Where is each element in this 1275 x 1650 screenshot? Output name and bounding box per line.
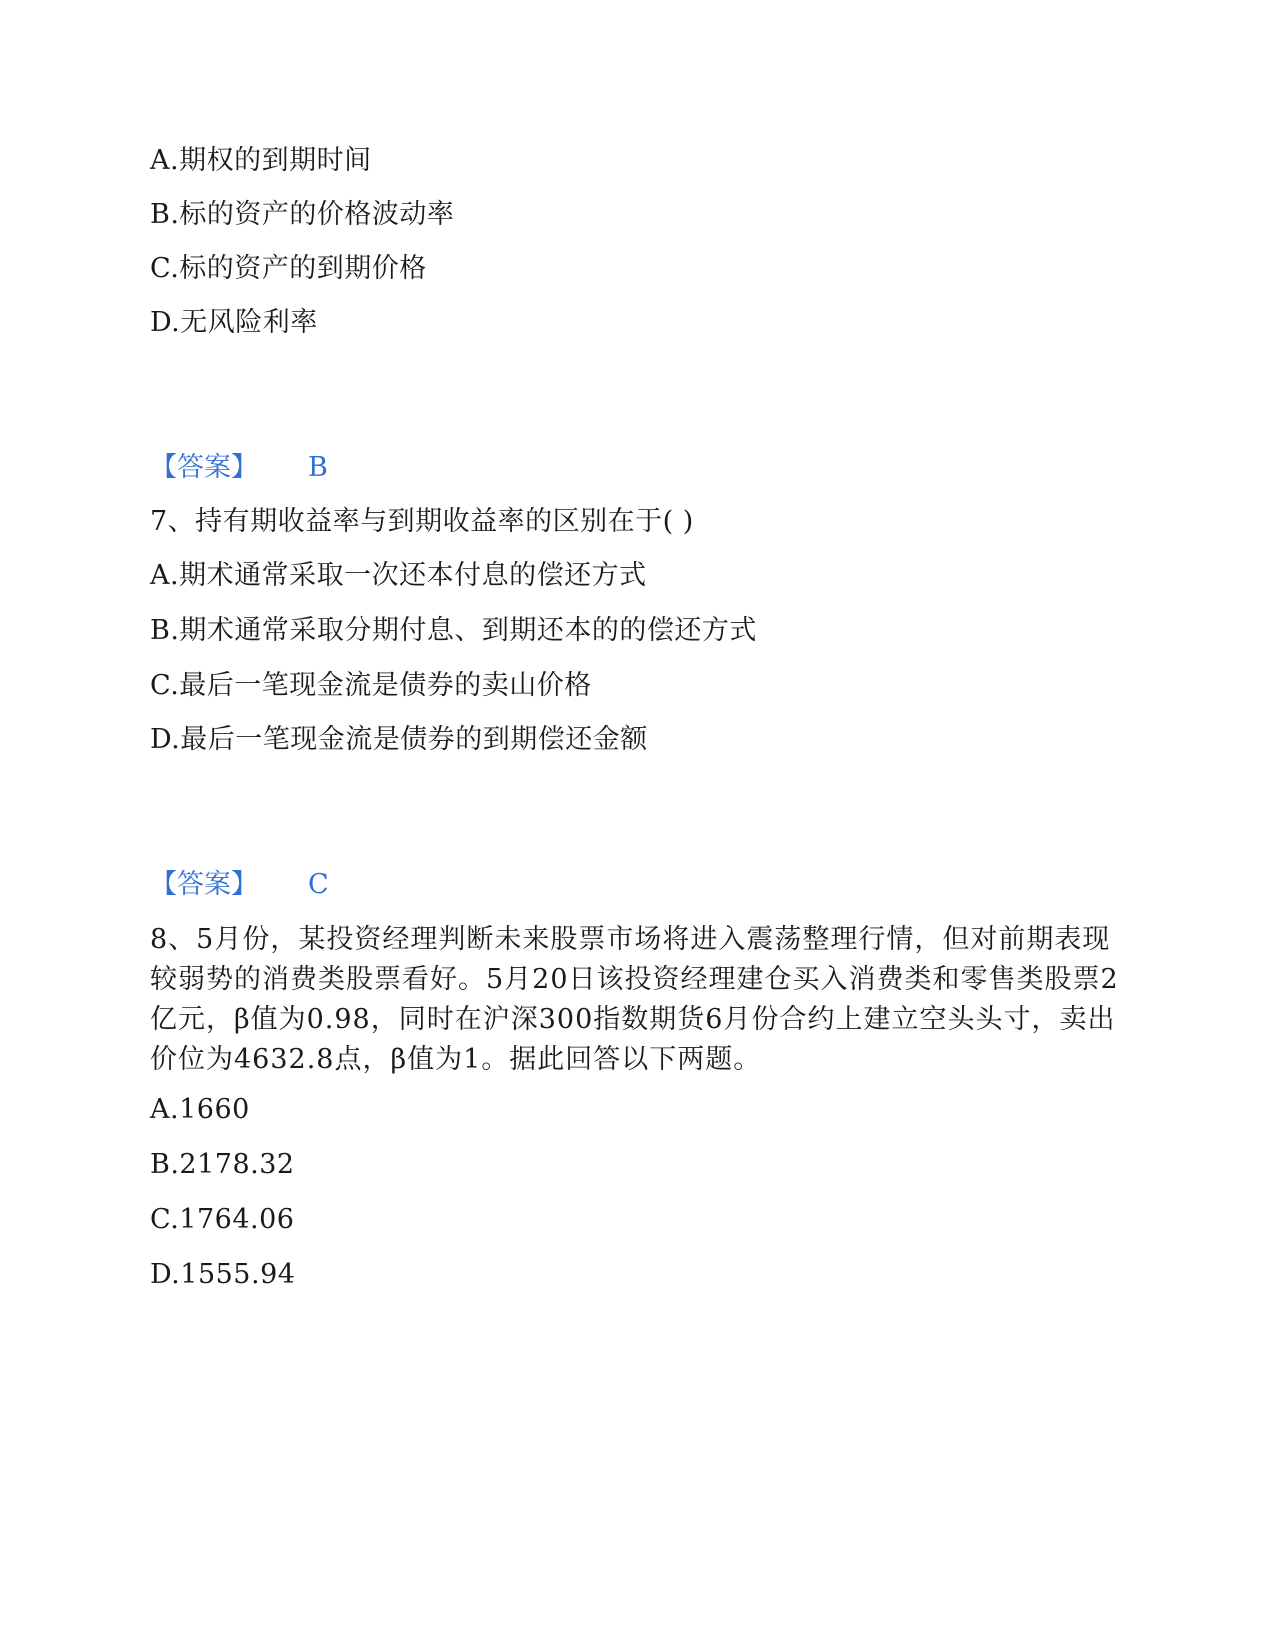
answer-label: 【答案】	[150, 869, 258, 900]
q7-option-a: A.期术通常采取一次还本付息的偿还方式	[150, 560, 647, 591]
answer-value: C	[308, 869, 329, 900]
q6-answer	[150, 450, 328, 486]
q7-option-b: B.期术通常采取分期付息、到期还本的的偿还方式	[150, 615, 757, 646]
q8-option-d: D.1555.94	[150, 1259, 296, 1290]
q6-option-b: B.标的资产的价格波动率	[150, 199, 455, 230]
q6-option-d: D.无风险利率	[150, 307, 318, 338]
q8-question: 8、5月份，某投资经理判断未来股票市场将进入震荡整理行情，但对前期表现较弱势的消费类股票看好。5月20日该投资经理建仓买入消费类和零售类股票2亿元，β值为0.98，同时在沪深300指数期货6月份合约上建立空头头寸，卖出价位为4632.8点，β值为1。据此回答以下两题。	[150, 924, 1119, 1075]
q8-option-a: A.1660	[150, 1094, 250, 1125]
q8-option-b: B.2178.32	[150, 1149, 295, 1180]
answer-label: 【答案】	[150, 452, 258, 483]
q6-option-c: C.标的资产的到期价格	[150, 253, 427, 284]
q7-option-c: C.最后一笔现金流是债券的卖山价格	[150, 670, 592, 701]
q7-answer	[150, 867, 329, 903]
q7-option-d: D.最后一笔现金流是债券的到期偿还金额	[150, 724, 648, 755]
answer-value: B	[308, 452, 328, 483]
q6-option-a: A.期权的到期时间	[150, 145, 372, 176]
q8-option-c: C.1764.06	[150, 1204, 295, 1235]
q7-question: 7、持有期收益率与到期收益率的区别在于( )	[150, 506, 694, 537]
